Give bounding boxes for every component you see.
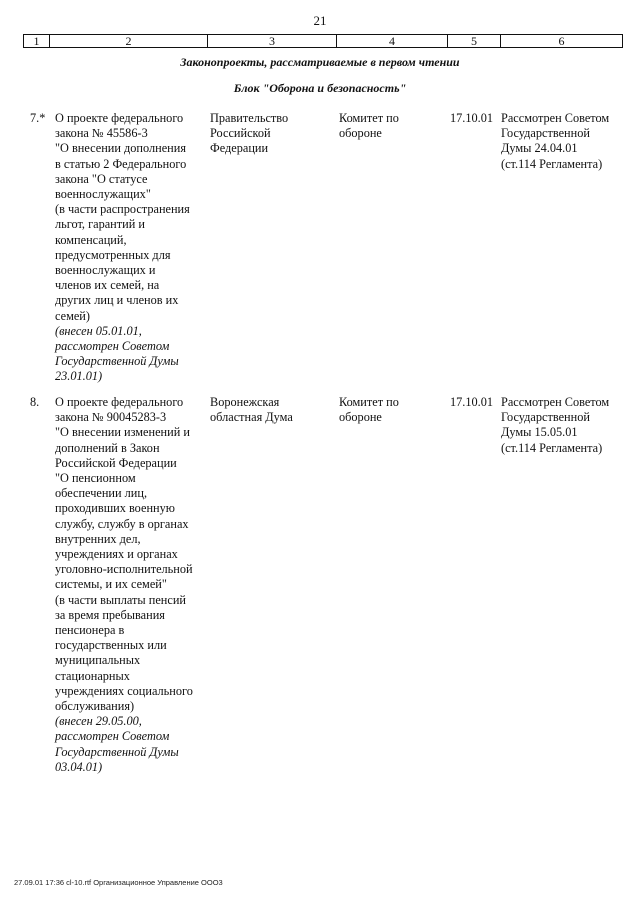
text-line: "О пенсионном xyxy=(55,471,136,486)
column-number-1: 1 xyxy=(24,35,50,48)
text-line: рассмотрен Советом xyxy=(55,729,170,744)
text-line: Комитет по xyxy=(339,395,399,409)
entry-committee xyxy=(339,395,439,425)
text-line: (внесен 05.01.01, xyxy=(55,323,142,338)
column-number-3: 3 xyxy=(208,35,337,48)
text-line: обеспечении лиц, xyxy=(55,486,148,501)
text-line: 03.04.01) xyxy=(55,759,103,774)
text-line: дополнений в Закон xyxy=(55,440,160,455)
text-line: закона "О статусе xyxy=(55,171,148,186)
column-number-4: 4 xyxy=(337,35,448,48)
text-line: обороне xyxy=(339,126,382,141)
text-line: внутренних дел, xyxy=(55,531,141,546)
text-line: пенсионера в xyxy=(55,623,125,638)
block-heading: Блок "Оборона и безопасность" xyxy=(233,81,407,95)
text-line: Государственной xyxy=(501,410,590,425)
text-line: Правительство xyxy=(210,111,289,125)
text-line: Рассмотрен Советом xyxy=(501,111,610,125)
text-line: Российской xyxy=(210,126,271,141)
text-line: рассмотрен Советом xyxy=(55,339,170,354)
text-line: Думы 24.04.01 xyxy=(501,141,578,156)
column-number-6: 6 xyxy=(501,35,623,48)
text-line: закона № 90045283-3 xyxy=(55,410,167,425)
entry-author xyxy=(210,111,328,157)
text-line: за время пребывания xyxy=(55,607,165,622)
entry-description xyxy=(55,395,205,775)
text-line: (в части выплаты пенсий xyxy=(55,592,186,607)
text-line: муниципальных xyxy=(55,653,141,668)
text-line: 23.01.01) xyxy=(55,369,103,384)
document-footer: 27.09.01 17:36 cl-10.rtf Организационное Управление ООО3 xyxy=(14,878,223,887)
entry-author xyxy=(210,395,328,425)
text-line: Думы 15.05.01 xyxy=(501,425,578,440)
text-line: О проекте федерального xyxy=(55,111,184,125)
text-line: других лиц и членов их xyxy=(55,293,179,308)
entry-number: 8. xyxy=(30,395,40,409)
text-line: закона № 45586-3 xyxy=(55,126,148,141)
text-line: (в части распространения xyxy=(55,202,190,217)
text-line: стационарных xyxy=(55,668,130,683)
text-line: областная Дума xyxy=(210,410,293,425)
text-line: военнослужащих и xyxy=(55,263,156,278)
text-line: Комитет по xyxy=(339,111,399,125)
text-line: обороне xyxy=(339,410,382,425)
entry-number: 7.* xyxy=(30,111,46,125)
text-line: Государственной xyxy=(501,126,590,141)
page-number: 21 xyxy=(313,13,327,28)
entry-committee xyxy=(339,111,439,141)
section-heading: Законопроекты, рассматриваемые в первом чтении xyxy=(180,55,460,69)
text-line: Федерации xyxy=(210,141,269,156)
entry-status xyxy=(501,111,626,172)
text-line: компенсаций, xyxy=(55,232,127,247)
text-line: льгот, гарантий и xyxy=(55,217,145,232)
text-line: системы, и их семей" xyxy=(55,577,167,592)
column-number-2: 2 xyxy=(50,35,208,48)
text-line: Российской Федерации xyxy=(55,455,177,470)
text-line: уголовно-исполнительной xyxy=(55,562,193,577)
entry-date: 17.10.01 xyxy=(450,395,494,409)
entry-status xyxy=(501,395,626,456)
text-line: Государственной Думы xyxy=(55,354,179,369)
text-line: учреждениях социального xyxy=(55,683,193,698)
entry-date: 17.10.01 xyxy=(450,111,494,125)
text-line: Государственной Думы xyxy=(55,744,179,759)
entry-description xyxy=(55,111,205,385)
text-line: "О внесении изменений и xyxy=(55,425,190,440)
text-line: проходивших военную xyxy=(55,501,175,516)
text-line: (ст.114 Регламента) xyxy=(501,440,603,455)
text-line: службу, службу в органах xyxy=(55,516,189,531)
text-line: "О внесении дополнения xyxy=(55,141,186,156)
text-line: семей) xyxy=(55,308,90,323)
text-line: (ст.114 Регламента) xyxy=(501,156,603,171)
column-number-header xyxy=(23,34,623,48)
text-line: учреждениях и органах xyxy=(55,547,178,562)
text-line: О проекте федерального xyxy=(55,395,184,409)
text-line: государственных или xyxy=(55,638,167,653)
text-line: членов их семей, на xyxy=(55,278,160,293)
text-line: в статью 2 Федерального xyxy=(55,156,187,171)
text-line: военнослужащих" xyxy=(55,187,151,202)
text-line: (внесен 29.05.00, xyxy=(55,714,142,729)
text-line: Рассмотрен Советом xyxy=(501,395,610,409)
text-line: Воронежская xyxy=(210,395,280,409)
column-number-5: 5 xyxy=(448,35,501,48)
text-line: обслуживания) xyxy=(55,699,135,714)
text-line: предусмотренных для xyxy=(55,247,171,262)
